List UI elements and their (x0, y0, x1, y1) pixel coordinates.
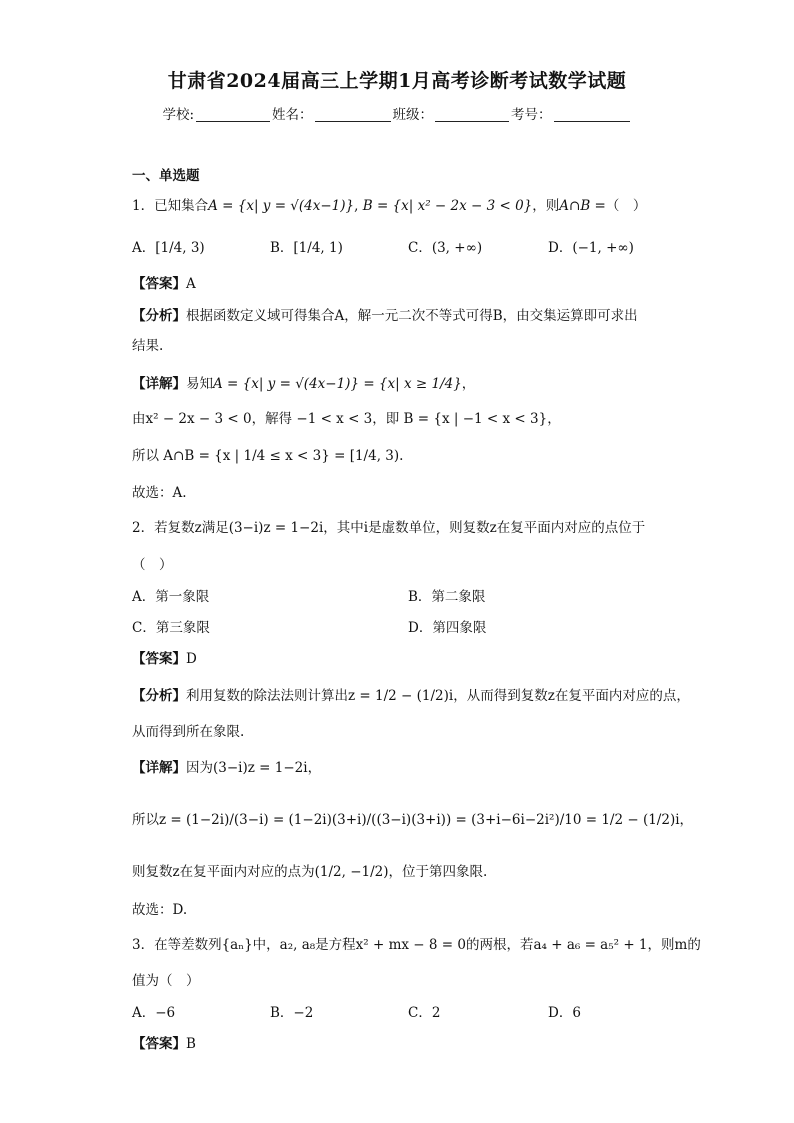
q2-detail-label: 【详解】 (132, 760, 186, 776)
q1-answer-label: 【答案】 (132, 276, 186, 292)
name-label: 姓名： (272, 107, 313, 123)
q2-detail-line2: 所以z = (1−2i)/(3−i) = (1−2i)(3+i)/((3−i)(3+i)) = (3+i−6i−2i²)/10 = 1/2 − (1/2)i， (132, 812, 694, 828)
q2-detail (132, 758, 321, 778)
q2-analysis-cont: 从而得到所在象限. (132, 724, 245, 740)
q2-analysis-text: 利用复数的除法法则计算出z = 1/2 − (1/2)i，从而得到复数z在复平面内对应的点， (186, 688, 690, 704)
number-blank (554, 107, 630, 122)
q1-detail-expr: A = {x| y = √(4x−1)} = {x| x ≥ 1/4} (213, 376, 462, 392)
section-heading: 一、单选题 (132, 168, 200, 184)
q3-option-d: D．6 (548, 1005, 581, 1021)
q1-ask: ，则 (532, 198, 560, 214)
q2-answer-label: 【答案】 (132, 651, 186, 667)
q2-detail-line3: 则复数z在复平面内对应的点为(1/2, −1/2)，位于第四象限. (132, 864, 488, 880)
q1-option-b: B．[1/4, 1) (270, 240, 343, 256)
q2-paren: （ ） (132, 557, 173, 573)
q2-option-c: C．第三象限 (132, 620, 210, 636)
q1-answer (132, 274, 196, 294)
q1-detail-text: 易知 (186, 376, 213, 392)
class-label: 班级： (392, 107, 434, 123)
q1-paren: （ ） (605, 198, 647, 214)
q3-answer-value: B (186, 1036, 196, 1052)
q1-stem: 1．已知集合A = {x| y = √(4x−1)}, B = {x| x² − 2x − 3 < 0}，则A∩B =（ ） (132, 198, 647, 214)
q2-analysis (132, 686, 690, 706)
q3-option-b: B．−2 (270, 1005, 314, 1021)
number-label: 考号： (511, 107, 552, 123)
q1-detail-line3: 所以 A∩B = {x | 1/4 ≤ x < 3} = [1/4, 3). (132, 448, 404, 464)
q1-intro: 1．已知集合 (132, 198, 209, 214)
student-info-line (0, 103, 794, 123)
school-label: 学校: (162, 107, 195, 123)
q3-answer (132, 1034, 196, 1054)
q3-answer-label: 【答案】 (132, 1036, 186, 1052)
q2-analysis-label: 【分析】 (132, 688, 186, 704)
q1-detail-line2: 由x² − 2x − 3 < 0，解得 −1 < x < 3，即 B = {x | −1 < x < 3}， (132, 411, 561, 427)
class-blank (435, 107, 509, 122)
q2-answer-value: D (186, 651, 197, 667)
q2-option-a: A．第一象限 (132, 589, 210, 605)
q1-choose: 故选：A. (132, 485, 187, 501)
q2-option-d: D．第四象限 (408, 620, 487, 636)
q1-option-d: D．(−1, +∞) (548, 240, 634, 256)
q1-option-c: C．(3, +∞) (408, 240, 483, 256)
q1-analysis-cont: 结果. (132, 338, 164, 354)
q2-stem: 2．若复数z满足(3−i)z = 1−2i，其中i是虚数单位，则复数z在复平面内对应的点位于 (132, 520, 646, 536)
q1-analysis (132, 306, 638, 326)
name-blank (315, 107, 391, 122)
q1-detail-label: 【详解】 (132, 376, 186, 392)
q2-option-b: B．第二象限 (408, 589, 486, 605)
q3-option-a: A．−6 (132, 1005, 176, 1021)
q1-analysis-text: 根据函数定义域可得集合A，解一元二次不等式可得B，由交集运算即可求出 (186, 308, 638, 324)
q1-option-a: A．[1/4, 3) (132, 240, 205, 256)
document-title: 甘肃省2024届高三上学期1月高考诊断考试数学试题 (167, 70, 627, 92)
q3-stem: 3．在等差数列{aₙ}中，a₂, a₈是方程x² + mx − 8 = 0的两根，若a₄ + a₆ = a₅² + 1，则m的 (132, 937, 701, 953)
q2-choose: 故选：D. (132, 902, 188, 918)
q1-set-b: B = {x| x² − 2x − 3 < 0} (362, 198, 533, 214)
q3-option-c: C．2 (408, 1005, 441, 1021)
q1-answer-value: A (186, 276, 196, 292)
q3-stem-cont: 值为（ ） (132, 973, 200, 989)
q1-set-a: A = {x| y = √(4x−1)} (208, 198, 355, 214)
q1-ask-expr: A∩B = (559, 198, 606, 214)
q1-analysis-label: 【分析】 (132, 308, 186, 324)
q2-detail-text: 因为(3−i)z = 1−2i， (186, 760, 322, 776)
q2-answer (132, 649, 197, 669)
school-blank (196, 107, 270, 122)
q1-detail: 【详解】易知A = {x| y = √(4x−1)} = {x| x ≥ 1/4}， (132, 376, 476, 392)
